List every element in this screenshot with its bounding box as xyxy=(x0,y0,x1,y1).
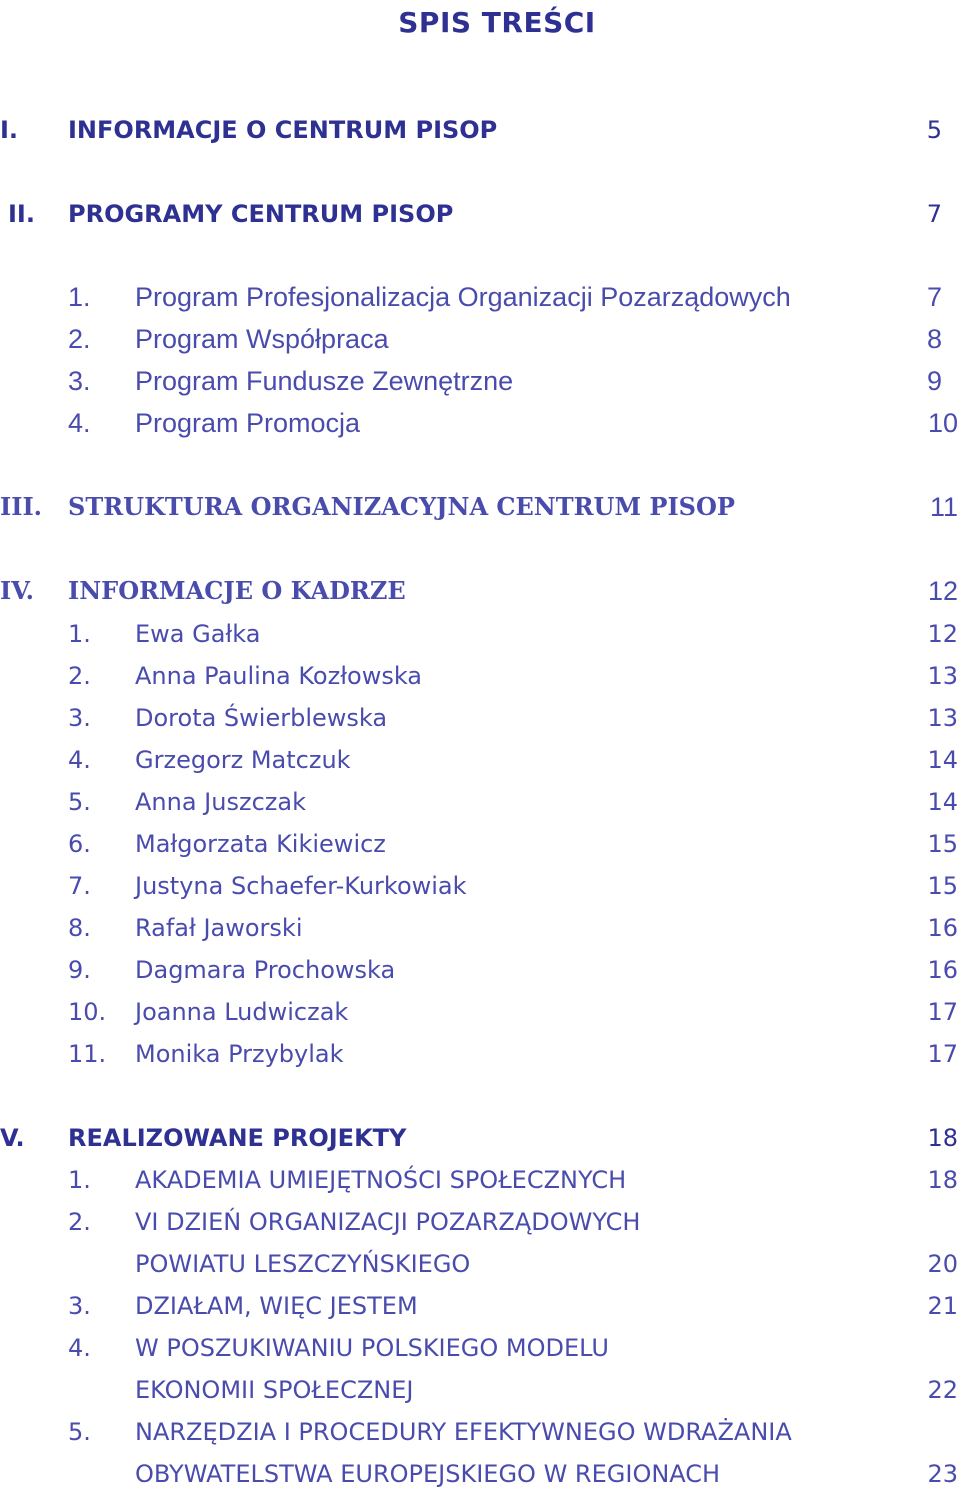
item-page: 10 xyxy=(927,408,958,438)
section-number: V. xyxy=(0,1124,25,1152)
toc-section-3[interactable] xyxy=(0,492,960,530)
toc-item[interactable] xyxy=(0,1334,960,1372)
item-title: AKADEMIA UMIEJĘTNOŚCI SPOŁECZNYCH xyxy=(135,1166,627,1194)
item-title: Justyna Schaefer-Kurkowiak xyxy=(135,872,467,900)
item-title: Dagmara Prochowska xyxy=(135,956,396,984)
toc-item[interactable] xyxy=(0,1292,960,1330)
item-page: 13 xyxy=(927,704,958,732)
section-title: REALIZOWANE PROJEKTY xyxy=(68,1124,407,1152)
section-page: 5 xyxy=(926,116,942,144)
item-page: 20 xyxy=(927,1250,958,1278)
item-page: 13 xyxy=(927,662,958,690)
item-number: 1. xyxy=(68,1166,91,1194)
item-title: Monika Przybylak xyxy=(135,1040,344,1068)
toc-item[interactable] xyxy=(0,830,960,868)
section-page: 11 xyxy=(929,492,958,522)
item-number: 5. xyxy=(68,1418,91,1446)
toc-section-2[interactable] xyxy=(0,200,960,238)
item-title: Program Współpraca xyxy=(135,324,389,354)
toc-item-continuation[interactable] xyxy=(0,1376,960,1414)
section-number: III. xyxy=(0,492,43,521)
section-number: I. xyxy=(0,116,19,144)
section-title: INFORMACJE O CENTRUM PISOP xyxy=(68,116,498,144)
item-page: 12 xyxy=(927,620,958,648)
item-title: Rafał Jaworski xyxy=(135,914,303,942)
section-title: PROGRAMY CENTRUM PISOP xyxy=(68,200,454,228)
toc-item-continuation[interactable] xyxy=(0,1250,960,1288)
item-number: 4. xyxy=(68,408,91,438)
item-number: 4. xyxy=(68,746,91,774)
toc-section-5[interactable] xyxy=(0,1124,960,1162)
item-title: Program Profesjonalizacja Organizacji Pozarządowych xyxy=(135,282,791,312)
toc-item[interactable] xyxy=(0,282,960,320)
toc-item[interactable] xyxy=(0,998,960,1036)
toc-item[interactable] xyxy=(0,620,960,658)
item-number: 1. xyxy=(68,620,91,648)
item-page: 8 xyxy=(926,324,942,354)
item-number: 11. xyxy=(68,1040,107,1068)
item-number: 9. xyxy=(68,956,91,984)
item-page: 7 xyxy=(926,282,942,312)
item-title: Joanna Ludwiczak xyxy=(135,998,349,1026)
item-title: Program Fundusze Zewnętrzne xyxy=(135,366,514,396)
toc-item[interactable] xyxy=(0,788,960,826)
item-page: 15 xyxy=(927,830,958,858)
item-number: 2. xyxy=(68,662,91,690)
toc-item[interactable] xyxy=(0,746,960,784)
item-number: 7. xyxy=(68,872,91,900)
toc-item[interactable] xyxy=(0,1040,960,1078)
section-title: STRUKTURA ORGANIZACYJNA CENTRUM PISOP xyxy=(68,492,735,521)
toc-item[interactable] xyxy=(0,1208,960,1246)
item-number: 4. xyxy=(68,1334,91,1362)
item-title: W POSZUKIWANIU POLSKIEGO MODELU xyxy=(135,1334,609,1362)
toc-item[interactable] xyxy=(0,704,960,742)
item-number: 2. xyxy=(68,1208,91,1236)
toc-section-4[interactable] xyxy=(0,576,960,614)
item-title: Dorota Świerblewska xyxy=(135,704,388,732)
item-title: Anna Juszczak xyxy=(135,788,306,816)
toc-item[interactable] xyxy=(0,872,960,910)
item-number: 1. xyxy=(68,282,91,312)
item-title: Ewa Gałka xyxy=(135,620,261,648)
toc-item[interactable] xyxy=(0,1418,960,1456)
item-number: 3. xyxy=(68,366,91,396)
item-number: 6. xyxy=(68,830,91,858)
item-page: 17 xyxy=(927,998,958,1026)
section-number: II. xyxy=(8,200,35,228)
item-number: 5. xyxy=(68,788,91,816)
toc-item[interactable] xyxy=(0,408,960,446)
item-title: Grzegorz Matczuk xyxy=(135,746,351,774)
page-title: SPIS TREŚCI xyxy=(398,6,596,39)
section-page: 7 xyxy=(926,200,942,228)
section-number: IV. xyxy=(0,576,35,605)
item-title-continued: POWIATU LESZCZYŃSKIEGO xyxy=(135,1250,471,1278)
item-page: 18 xyxy=(927,1166,958,1194)
item-page: 15 xyxy=(927,872,958,900)
item-number: 8. xyxy=(68,914,91,942)
item-title: Program Promocja xyxy=(135,408,361,438)
item-number: 10. xyxy=(68,998,107,1026)
section-page: 18 xyxy=(927,1124,958,1152)
item-number: 3. xyxy=(68,704,91,732)
section-title: INFORMACJE O KADRZE xyxy=(68,576,406,605)
toc-item[interactable] xyxy=(0,324,960,362)
item-page: 22 xyxy=(927,1376,958,1404)
item-number: 3. xyxy=(68,1292,91,1320)
item-title: Anna Paulina Kozłowska xyxy=(135,662,423,690)
toc-item-continuation[interactable] xyxy=(0,1460,960,1498)
item-page: 17 xyxy=(927,1040,958,1068)
item-page: 14 xyxy=(927,788,958,816)
toc-item[interactable] xyxy=(0,662,960,700)
item-page: 9 xyxy=(926,366,942,396)
toc-item[interactable] xyxy=(0,366,960,404)
item-page: 16 xyxy=(927,956,958,984)
item-page: 23 xyxy=(927,1460,958,1488)
toc-item[interactable] xyxy=(0,956,960,994)
item-title-continued: OBYWATELSTWA EUROPEJSKIEGO W REGIONACH xyxy=(135,1460,721,1488)
item-page: 14 xyxy=(927,746,958,774)
toc-section-1[interactable] xyxy=(0,116,960,154)
item-title: Małgorzata Kikiewicz xyxy=(135,830,386,858)
toc-item[interactable] xyxy=(0,1166,960,1204)
item-title: NARZĘDZIA I PROCEDURY EFEKTYWNEGO WDRAŻANIA xyxy=(135,1418,792,1446)
toc-item[interactable] xyxy=(0,914,960,952)
item-page: 21 xyxy=(927,1292,958,1320)
item-title: VI DZIEŃ ORGANIZACJI POZARZĄDOWYCH xyxy=(135,1208,641,1236)
section-page: 12 xyxy=(927,576,958,606)
item-title: DZIAŁAM, WIĘC JESTEM xyxy=(135,1292,418,1320)
item-title-continued: EKONOMII SPOŁECZNEJ xyxy=(135,1376,414,1404)
item-page: 16 xyxy=(927,914,958,942)
item-number: 2. xyxy=(68,324,91,354)
